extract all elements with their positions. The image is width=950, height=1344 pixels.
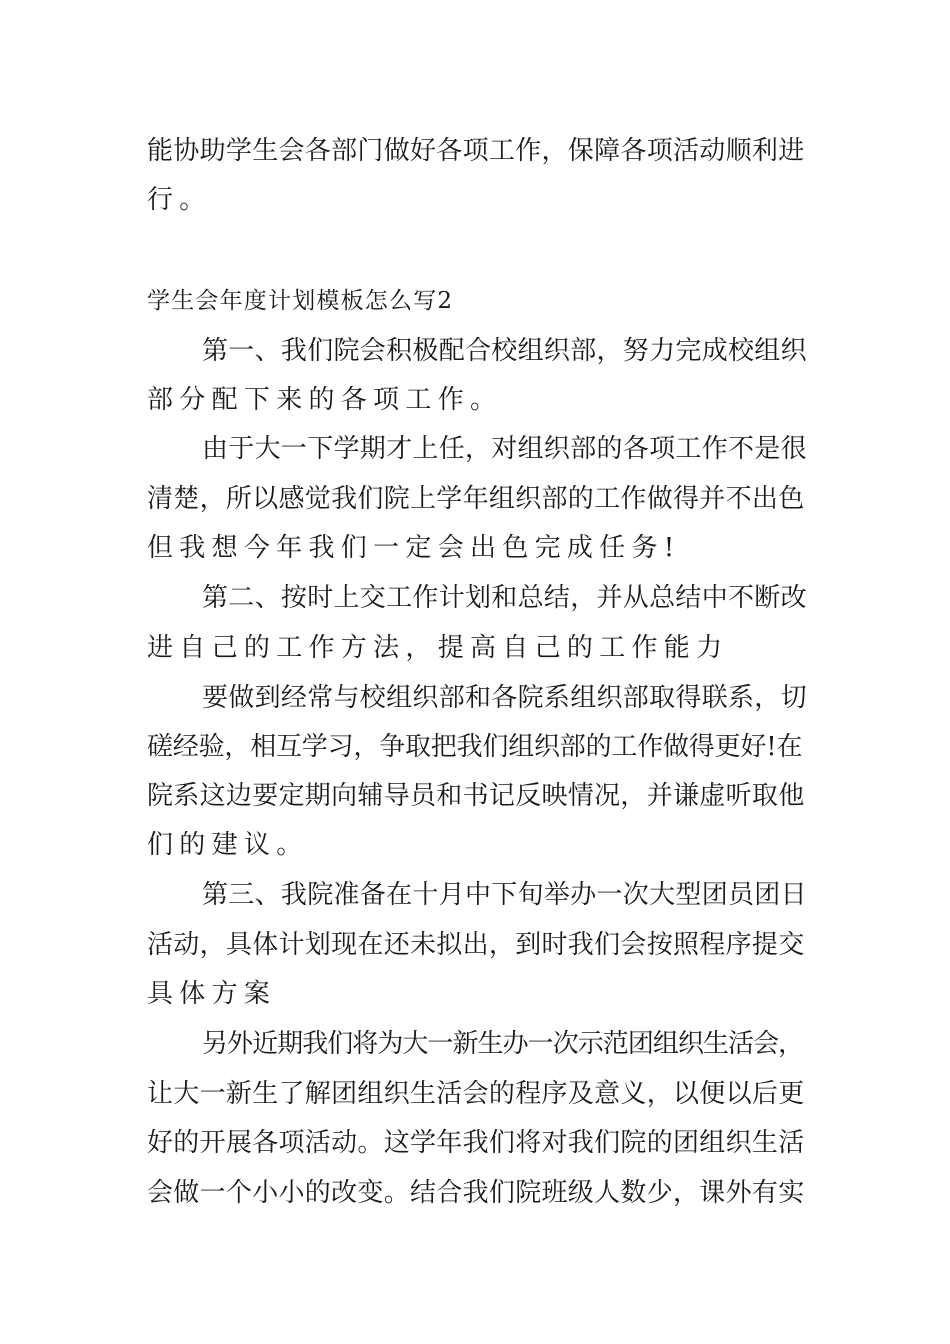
text-line: 第三、我院准备在十月中下旬举办一次大型团员团日	[202, 880, 807, 910]
text-line: 进自己的工作方法，提高自己的工作能力	[147, 633, 729, 663]
text-line: 院系这边要定期向辅导员和书记反映情况，并谦虚听取他	[147, 781, 805, 811]
text-line: 磋经验，相互学习，争取把我们组织部的工作做得更好!在	[147, 732, 803, 762]
text-line: 部分配下来的各项工作。	[147, 385, 503, 415]
text-line: 清楚，所以感觉我们院上学年组织部的工作做得并不出色	[147, 484, 805, 514]
text-line: 第二、按时上交工作计划和总结，并从总结中不断改	[202, 583, 807, 613]
text-line: 第一、我们院会积极配合校组织部，努力完成校组织	[202, 336, 807, 366]
text-line: 要做到经常与校组织部和各院系组织部取得联系，切	[202, 683, 807, 713]
text-line: 能协助学生会各部门做好各项工作，保障各项活动顺利进	[147, 136, 805, 166]
text-line: 会做一个小小的改变。结合我们院班级人数少，课外有实	[147, 1178, 805, 1208]
text-line: 但我想今年我们一定会出色完成任务!	[147, 533, 681, 563]
text-line: 具体方案	[147, 979, 277, 1009]
text-line: 活动，具体计划现在还未拟出，到时我们会按照程序提交	[147, 930, 805, 960]
section-heading: 学生会年度计划模板怎么写2	[147, 288, 454, 314]
text-line: 让大一新生了解团组织生活会的程序及意义，以便以后更	[147, 1079, 805, 1109]
text-line: 由于大一下学期才上任，对组织部的各项工作不是很	[202, 434, 807, 464]
text-line: 另外近期我们将为大一新生办一次示范团组织生活会，	[202, 1029, 804, 1059]
text-line: 们的建议。	[147, 830, 309, 860]
text-line: 行。	[147, 185, 212, 215]
text-line: 好的开展各项活动。这学年我们将对我们院的团组织生活	[147, 1128, 805, 1158]
